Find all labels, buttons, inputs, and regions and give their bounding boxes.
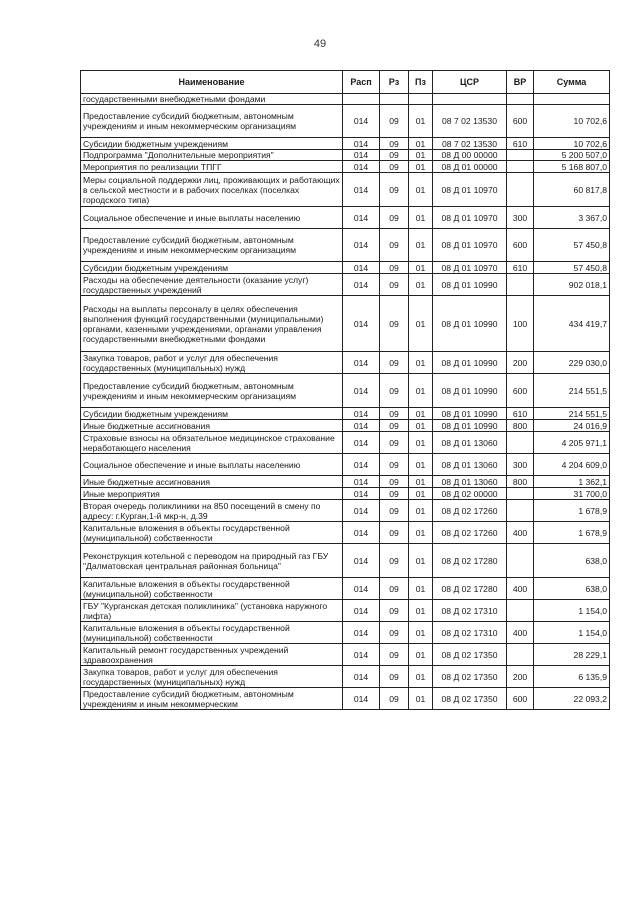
cell-rasp: 014 <box>343 578 380 600</box>
cell-rasp: 014 <box>343 488 380 500</box>
cell-name: Капитальные вложения в объекты государственной (муниципальной) собственности <box>81 522 343 544</box>
table-row <box>81 578 610 600</box>
cell-sum: 10 702,6 <box>534 105 610 138</box>
table-row <box>81 173 610 207</box>
cell-rz: 09 <box>380 476 409 488</box>
header-sum: Сумма <box>534 71 610 94</box>
cell-rasp: 014 <box>343 229 380 262</box>
cell-name: ГБУ "Курганская детская поликлиника" (установка наружного лифта) <box>81 600 343 622</box>
cell-csr: 08 Д 01 10990 <box>433 374 507 408</box>
cell-pz: 01 <box>409 544 433 578</box>
cell-csr: 08 Д 02 00000 <box>433 488 507 500</box>
cell-rasp: 014 <box>343 688 380 710</box>
cell-vr <box>507 544 534 578</box>
cell-rz: 09 <box>380 522 409 544</box>
cell-rz: 09 <box>380 666 409 688</box>
cell-rz: 09 <box>380 644 409 666</box>
cell-sum: 28 229,1 <box>534 644 610 666</box>
cell-pz: 01 <box>409 600 433 622</box>
cell-vr: 800 <box>507 476 534 488</box>
cell-sum: 1 362,1 <box>534 476 610 488</box>
cell-vr <box>507 274 534 296</box>
cell-rasp: 014 <box>343 500 380 522</box>
header-csr: ЦСР <box>433 71 507 94</box>
cell-rz: 09 <box>380 352 409 374</box>
cell-pz: 01 <box>409 420 433 432</box>
cell-name: Предоставление субсидий бюджетным, автономным учреждениям и иным некоммерческим организациям <box>81 374 343 408</box>
table-row <box>81 476 610 488</box>
table-row <box>81 488 610 500</box>
table-row <box>81 352 610 374</box>
cell-rz: 09 <box>380 408 409 420</box>
cell-name: Закупка товаров, работ и услуг для обеспечения государственных (муниципальных) нужд <box>81 352 343 374</box>
cell-name: государственными внебюджетными фондами <box>81 94 343 105</box>
cell-sum: 902 018,1 <box>534 274 610 296</box>
cell-name: Субсидии бюджетным учреждениям <box>81 262 343 274</box>
cell-rz: 09 <box>380 500 409 522</box>
cell-csr: 08 Д 02 17350 <box>433 666 507 688</box>
table-row <box>81 622 610 644</box>
cell-rasp: 014 <box>343 420 380 432</box>
cell-rasp: 014 <box>343 408 380 420</box>
cell-rz: 09 <box>380 488 409 500</box>
cell-sum: 6 135,9 <box>534 666 610 688</box>
cell-csr: 08 Д 01 10990 <box>433 352 507 374</box>
cell-sum: 1 154,0 <box>534 622 610 644</box>
cell-name: Иные бюджетные ассигнования <box>81 420 343 432</box>
cell-name: Капитальные вложения в объекты государственной (муниципальной) собственности <box>81 622 343 644</box>
cell-sum <box>534 94 610 105</box>
cell-csr: 08 Д 01 10990 <box>433 274 507 296</box>
header-name: Наименование <box>81 71 343 94</box>
cell-pz: 01 <box>409 173 433 207</box>
cell-name: Субсидии бюджетным учреждениям <box>81 138 343 150</box>
cell-csr: 08 Д 02 17280 <box>433 544 507 578</box>
cell-vr: 610 <box>507 262 534 274</box>
cell-rasp: 014 <box>343 666 380 688</box>
cell-pz: 01 <box>409 105 433 138</box>
table-row <box>81 522 610 544</box>
cell-sum: 638,0 <box>534 578 610 600</box>
cell-sum: 214 551,5 <box>534 374 610 408</box>
cell-rz: 09 <box>380 432 409 454</box>
cell-rasp: 014 <box>343 105 380 138</box>
table-row <box>81 408 610 420</box>
header-rz: Рз <box>380 71 409 94</box>
cell-sum: 4 205 971,1 <box>534 432 610 454</box>
cell-vr: 300 <box>507 454 534 476</box>
cell-name: Социальное обеспечение и иные выплаты населению <box>81 454 343 476</box>
cell-sum: 60 817,8 <box>534 173 610 207</box>
cell-rasp: 014 <box>343 600 380 622</box>
page-number: 49 <box>313 38 327 50</box>
table-row <box>81 138 610 150</box>
cell-rz: 09 <box>380 296 409 352</box>
table-row <box>81 688 610 710</box>
cell-csr: 08 Д 01 10970 <box>433 262 507 274</box>
cell-csr: 08 Д 02 17350 <box>433 688 507 710</box>
cell-name: Подпрограмма "Дополнительные мероприятия" <box>81 150 343 161</box>
cell-sum: 57 450,8 <box>534 229 610 262</box>
cell-pz: 01 <box>409 296 433 352</box>
cell-rasp: 014 <box>343 352 380 374</box>
cell-sum: 1 678,9 <box>534 500 610 522</box>
cell-vr: 610 <box>507 408 534 420</box>
cell-csr: 08 Д 01 10990 <box>433 408 507 420</box>
cell-rasp: 014 <box>343 138 380 150</box>
cell-vr <box>507 644 534 666</box>
cell-rz: 09 <box>380 207 409 229</box>
cell-rasp: 014 <box>343 274 380 296</box>
cell-pz <box>409 94 433 105</box>
cell-csr: 08 7 02 13530 <box>433 138 507 150</box>
cell-name: Предоставление субсидий бюджетным, автономным учреждениям и иным некоммерческим организациям <box>81 105 343 138</box>
cell-sum: 5 200 507,0 <box>534 150 610 161</box>
table-row <box>81 150 610 161</box>
table-row <box>81 296 610 352</box>
cell-name: Расходы на обеспечение деятельности (оказание услуг) государственных учреждений <box>81 274 343 296</box>
cell-csr: 08 Д 02 17310 <box>433 622 507 644</box>
cell-pz: 01 <box>409 476 433 488</box>
cell-sum: 5 168 807,0 <box>534 161 610 173</box>
cell-sum: 434 419,7 <box>534 296 610 352</box>
cell-pz: 01 <box>409 488 433 500</box>
cell-rasp: 014 <box>343 173 380 207</box>
cell-name: Страховые взносы на обязательное медицинское страхование неработающего населения <box>81 432 343 454</box>
cell-pz: 01 <box>409 644 433 666</box>
cell-rasp: 014 <box>343 522 380 544</box>
cell-name: Закупка товаров, работ и услуг для обеспечения государственных (муниципальных) нужд <box>81 666 343 688</box>
cell-rz: 09 <box>380 105 409 138</box>
cell-rasp: 014 <box>343 374 380 408</box>
header-pz: Пз <box>409 71 433 94</box>
cell-pz: 01 <box>409 352 433 374</box>
cell-name: Субсидии бюджетным учреждениям <box>81 408 343 420</box>
cell-vr: 400 <box>507 578 534 600</box>
header-vr: ВР <box>507 71 534 94</box>
table-row <box>81 262 610 274</box>
cell-pz: 01 <box>409 666 433 688</box>
table-row <box>81 544 610 578</box>
cell-pz: 01 <box>409 262 433 274</box>
table-row <box>81 432 610 454</box>
cell-rasp: 014 <box>343 544 380 578</box>
cell-csr: 08 Д 02 17350 <box>433 644 507 666</box>
table-row <box>81 600 610 622</box>
cell-sum: 1 678,9 <box>534 522 610 544</box>
cell-vr <box>507 173 534 207</box>
cell-pz: 01 <box>409 138 433 150</box>
cell-sum: 4 204 609,0 <box>534 454 610 476</box>
cell-pz: 01 <box>409 374 433 408</box>
cell-rz: 09 <box>380 274 409 296</box>
header-rasp: Расп <box>343 71 380 94</box>
table-row <box>81 454 610 476</box>
cell-csr: 08 Д 02 17260 <box>433 500 507 522</box>
cell-name: Расходы на выплаты персоналу в целях обеспечения выполнения функций государственными (муниципальными) органами, казенными учреждениями, органами управления государственными внебюджетными фондами <box>81 296 343 352</box>
cell-rz: 09 <box>380 374 409 408</box>
cell-csr: 08 Д 01 13060 <box>433 432 507 454</box>
cell-name: Иные мероприятия <box>81 488 343 500</box>
cell-csr: 08 Д 02 17310 <box>433 600 507 622</box>
cell-pz: 01 <box>409 454 433 476</box>
cell-name: Вторая очередь поликлиники на 850 посещений в смену по адресу: г.Курган,1-й мкр-н, д.39 <box>81 500 343 522</box>
cell-pz: 01 <box>409 150 433 161</box>
cell-csr: 08 Д 01 10990 <box>433 420 507 432</box>
cell-pz: 01 <box>409 274 433 296</box>
cell-name: Мероприятия по реализации ТПГГ <box>81 161 343 173</box>
cell-rz: 09 <box>380 600 409 622</box>
cell-rasp: 014 <box>343 622 380 644</box>
cell-rasp: 014 <box>343 207 380 229</box>
cell-csr: 08 Д 01 13060 <box>433 476 507 488</box>
cell-rasp: 014 <box>343 644 380 666</box>
cell-sum: 229 030,0 <box>534 352 610 374</box>
cell-vr: 610 <box>507 138 534 150</box>
cell-rasp: 014 <box>343 296 380 352</box>
cell-sum: 3 367,0 <box>534 207 610 229</box>
table-row <box>81 374 610 408</box>
cell-vr <box>507 150 534 161</box>
cell-name: Социальное обеспечение и иные выплаты населению <box>81 207 343 229</box>
cell-vr <box>507 600 534 622</box>
cell-rasp: 014 <box>343 432 380 454</box>
cell-sum: 57 450,8 <box>534 262 610 274</box>
cell-vr <box>507 500 534 522</box>
cell-pz: 01 <box>409 161 433 173</box>
cell-name: Предоставление субсидий бюджетным, автономным учреждениям и иным некоммерческим организациям <box>81 229 343 262</box>
cell-pz: 01 <box>409 408 433 420</box>
cell-vr: 600 <box>507 374 534 408</box>
cell-rasp: 014 <box>343 454 380 476</box>
cell-name: Предоставление субсидий бюджетным, автономным учреждениям и иным некоммерческим <box>81 688 343 710</box>
cell-rasp <box>343 94 380 105</box>
cell-rz: 09 <box>380 229 409 262</box>
table-row <box>81 666 610 688</box>
cell-pz: 01 <box>409 207 433 229</box>
cell-rz: 09 <box>380 622 409 644</box>
cell-name: Иные бюджетные ассигнования <box>81 476 343 488</box>
cell-csr: 08 Д 01 10990 <box>433 296 507 352</box>
cell-rasp: 014 <box>343 161 380 173</box>
cell-rz: 09 <box>380 161 409 173</box>
cell-vr: 300 <box>507 207 534 229</box>
cell-vr: 600 <box>507 105 534 138</box>
cell-vr: 200 <box>507 352 534 374</box>
cell-name: Капитальные вложения в объекты государственной (муниципальной) собственности <box>81 578 343 600</box>
cell-csr: 08 Д 01 10970 <box>433 207 507 229</box>
budget-table <box>80 70 610 710</box>
cell-sum: 22 093,2 <box>534 688 610 710</box>
cell-vr: 600 <box>507 229 534 262</box>
table-row <box>81 420 610 432</box>
cell-name: Капитальный ремонт государственных учреждений здравоохранения <box>81 644 343 666</box>
cell-rz: 09 <box>380 173 409 207</box>
cell-rasp: 014 <box>343 262 380 274</box>
cell-sum: 10 702,6 <box>534 138 610 150</box>
cell-vr: 400 <box>507 522 534 544</box>
cell-rz: 09 <box>380 544 409 578</box>
cell-pz: 01 <box>409 622 433 644</box>
cell-vr <box>507 488 534 500</box>
cell-csr: 08 Д 01 00000 <box>433 161 507 173</box>
cell-sum: 1 154,0 <box>534 600 610 622</box>
cell-pz: 01 <box>409 522 433 544</box>
cell-rz: 09 <box>380 138 409 150</box>
cell-pz: 01 <box>409 432 433 454</box>
table-row <box>81 207 610 229</box>
cell-rz: 09 <box>380 454 409 476</box>
cell-rz: 09 <box>380 688 409 710</box>
cell-rasp: 014 <box>343 476 380 488</box>
cell-vr: 400 <box>507 622 534 644</box>
table-row <box>81 229 610 262</box>
cell-rz: 09 <box>380 150 409 161</box>
table-header-row <box>81 71 610 94</box>
cell-sum: 214 551,5 <box>534 408 610 420</box>
cell-vr: 600 <box>507 688 534 710</box>
cell-rz <box>380 94 409 105</box>
table-row <box>81 105 610 138</box>
cell-vr: 100 <box>507 296 534 352</box>
table-row <box>81 161 610 173</box>
cell-sum: 24 016,9 <box>534 420 610 432</box>
cell-pz: 01 <box>409 578 433 600</box>
cell-rz: 09 <box>380 578 409 600</box>
cell-vr <box>507 94 534 105</box>
cell-csr: 08 Д 01 10970 <box>433 173 507 207</box>
cell-sum: 31 700,0 <box>534 488 610 500</box>
cell-csr: 08 7 02 13530 <box>433 105 507 138</box>
table-row <box>81 94 610 105</box>
cell-vr <box>507 432 534 454</box>
cell-csr: 08 Д 01 10970 <box>433 229 507 262</box>
cell-pz: 01 <box>409 500 433 522</box>
cell-rz: 09 <box>380 262 409 274</box>
cell-vr: 200 <box>507 666 534 688</box>
table-row <box>81 274 610 296</box>
cell-name: Реконструкция котельной с переводом на природный газ ГБУ "Далматовская центральная районная больница" <box>81 544 343 578</box>
cell-csr: 08 Д 02 17260 <box>433 522 507 544</box>
cell-csr: 08 Д 00 00000 <box>433 150 507 161</box>
cell-csr: 08 Д 01 13060 <box>433 454 507 476</box>
cell-pz: 01 <box>409 688 433 710</box>
cell-csr <box>433 94 507 105</box>
cell-name: Меры социальной поддержки лиц, проживающих и работающих в сельской местности и в рабочих поселках (поселках городского типа) <box>81 173 343 207</box>
cell-rasp: 014 <box>343 150 380 161</box>
cell-vr <box>507 161 534 173</box>
table-row <box>81 644 610 666</box>
cell-rz: 09 <box>380 420 409 432</box>
cell-sum: 638,0 <box>534 544 610 578</box>
cell-pz: 01 <box>409 229 433 262</box>
table-row <box>81 500 610 522</box>
cell-vr: 800 <box>507 420 534 432</box>
cell-csr: 08 Д 02 17280 <box>433 578 507 600</box>
